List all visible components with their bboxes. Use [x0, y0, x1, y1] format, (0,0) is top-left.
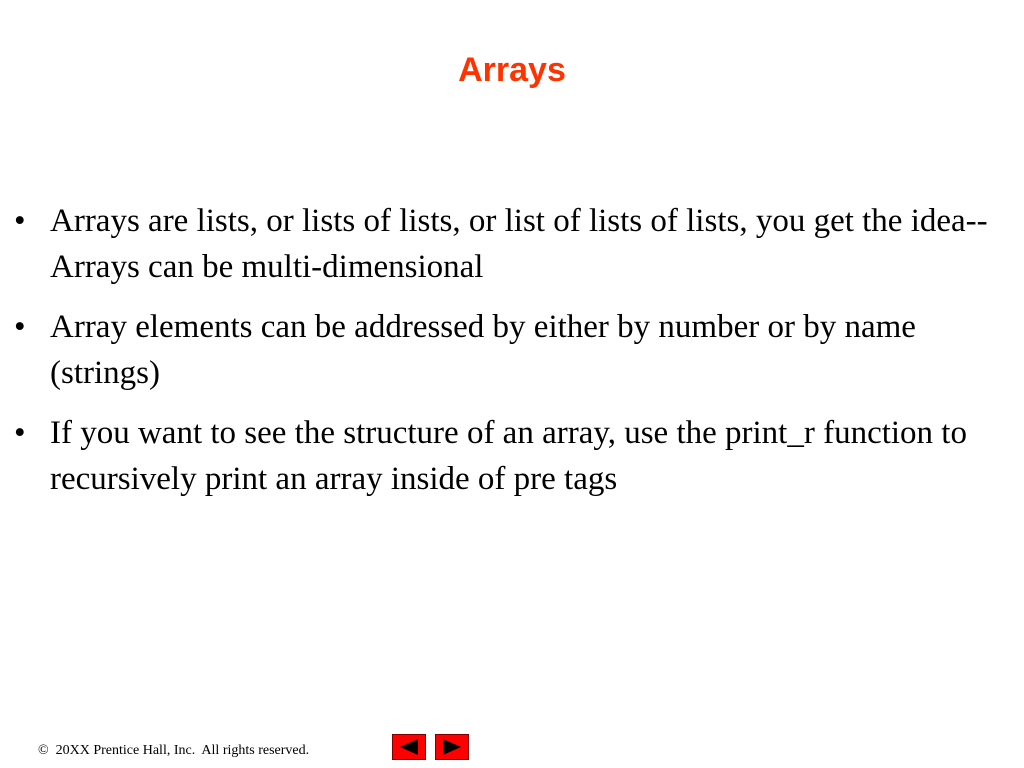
bullet-item — [14, 198, 1009, 290]
bullet-marker: • — [14, 415, 26, 451]
slide-title: Arrays — [458, 51, 566, 89]
triangle-left-icon — [397, 738, 421, 756]
bullet-marker: • — [14, 203, 26, 239]
bullet-text: If you want to see the structure of an array, use the print_r function to recursively print an array inside of pre tags — [50, 415, 967, 497]
bullet-list — [14, 198, 1009, 516]
bullet-text: Arrays are lists, or lists of lists, or list of lists of lists, you get the idea--Arrays can be multi-dimensional — [50, 203, 988, 285]
bullet-text: Array elements can be addressed by either by number or by name (strings) — [50, 309, 916, 391]
bullet-item — [14, 410, 1009, 502]
copyright-footer: © 20XX Prentice Hall, Inc. All rights reserved. — [38, 743, 310, 758]
triangle-right-icon — [440, 738, 464, 756]
bullet-item — [14, 304, 1009, 396]
bullet-marker: • — [14, 309, 26, 345]
slide-navigation — [392, 734, 469, 760]
next-slide-button[interactable] — [435, 734, 469, 760]
previous-slide-button[interactable] — [392, 734, 426, 760]
